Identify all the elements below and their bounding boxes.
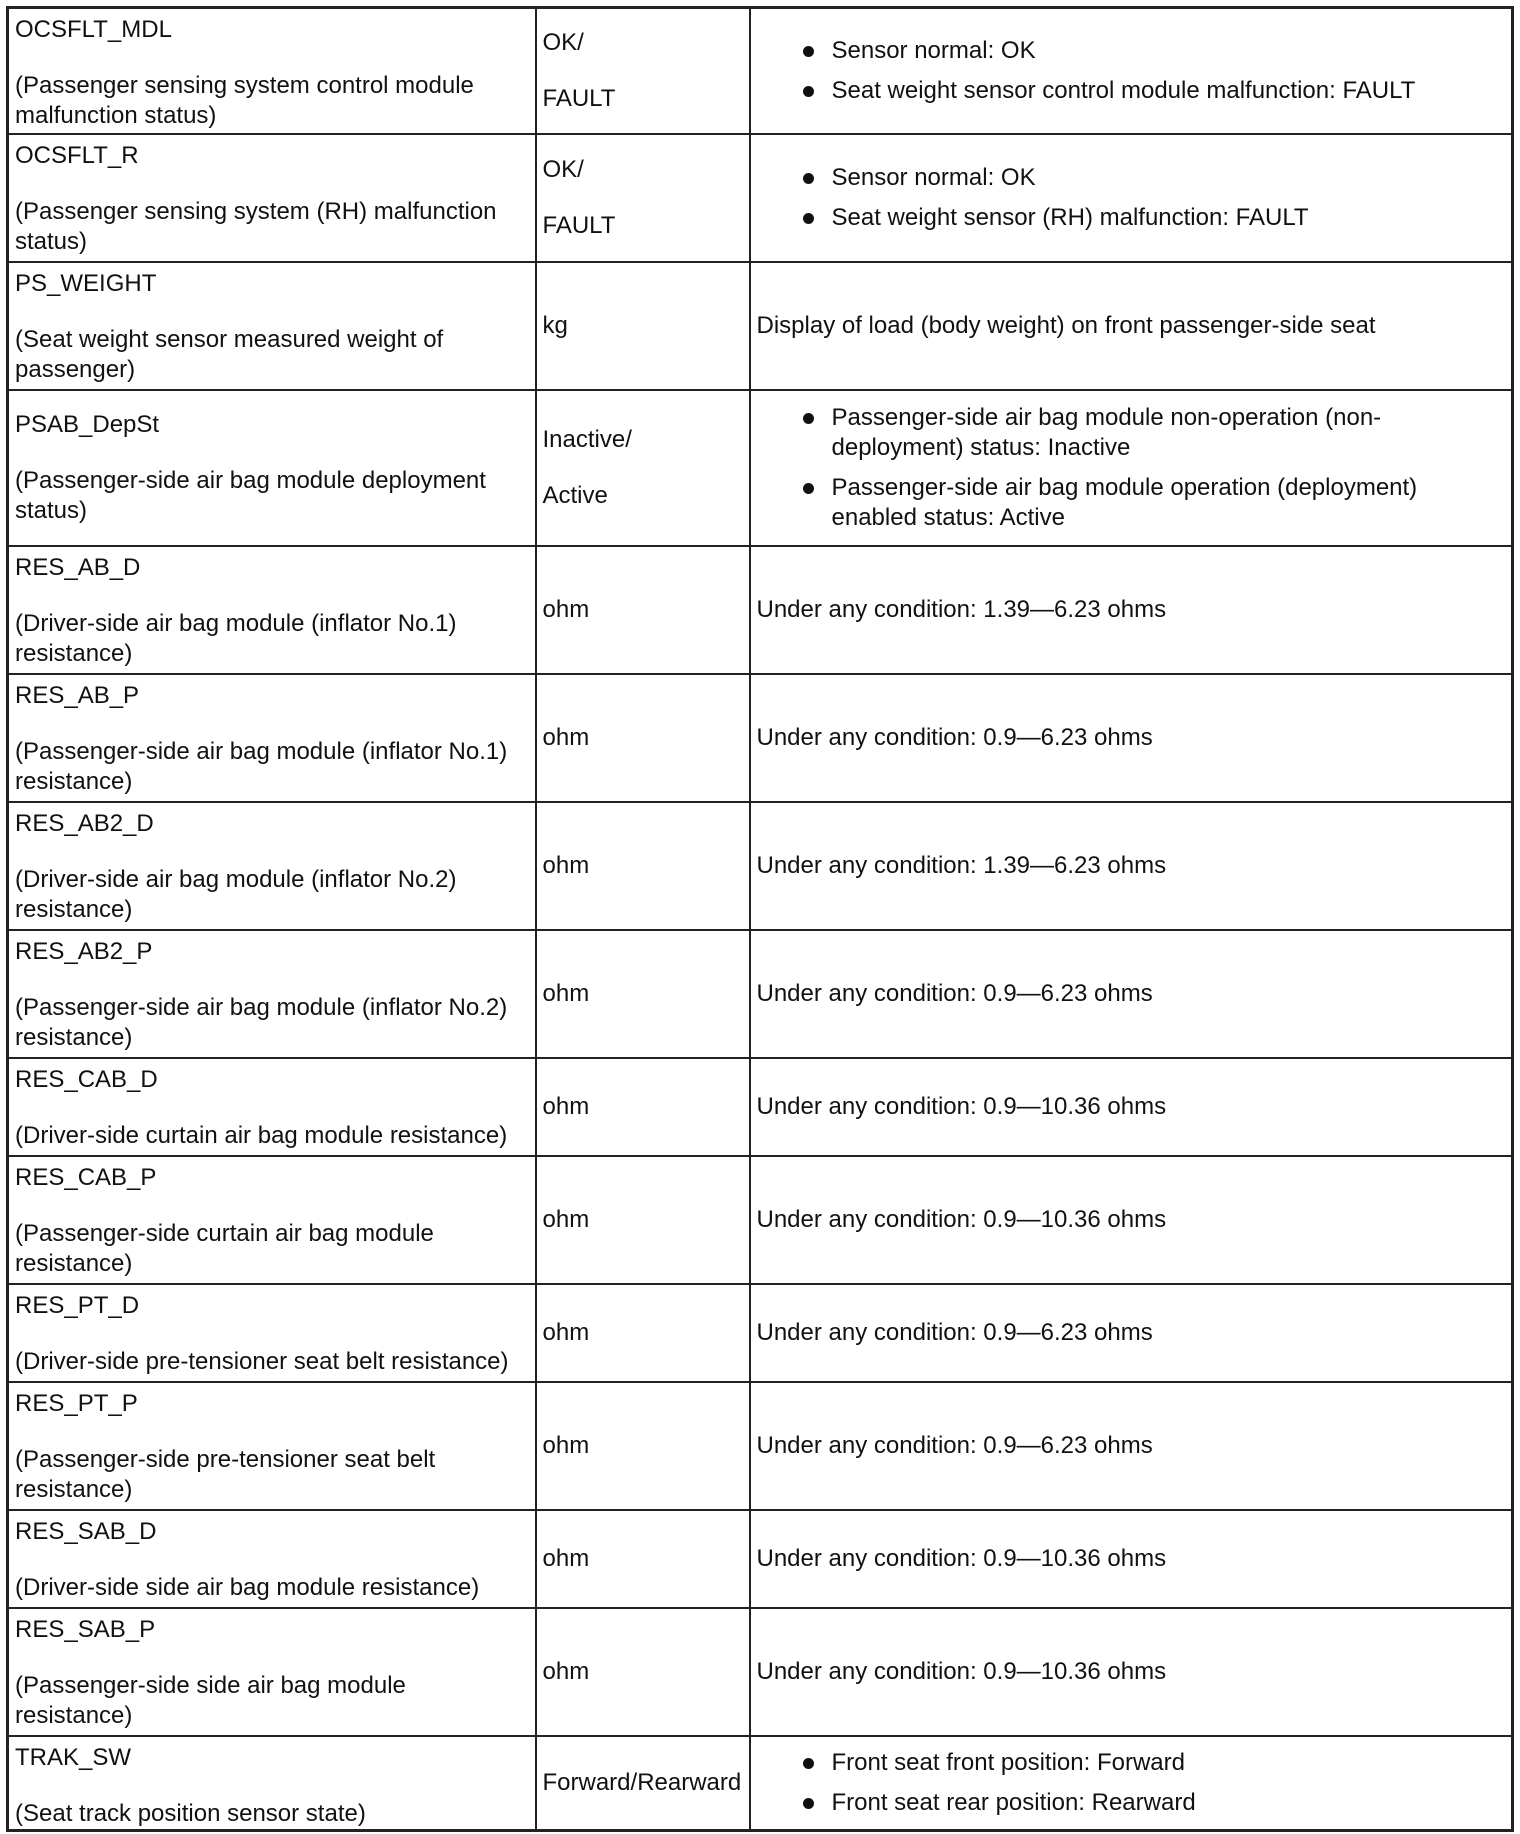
parameter-description: (Driver-side pre-tensioner seat belt resistance) [15, 1347, 509, 1375]
condition-cell: Under any condition: 0.9—6.23 ohms [750, 1284, 1513, 1382]
condition-list [757, 36, 1506, 106]
condition-cell: Under any condition: 0.9—10.36 ohms [750, 1156, 1513, 1284]
condition-item: Seat weight sensor (RH) malfunction: FAULT [757, 203, 1506, 233]
parameter-description: (Driver-side side air bag module resistance) [15, 1573, 480, 1601]
parameter-name: PS_WEIGHT [15, 269, 157, 297]
parameter-cell [8, 546, 536, 674]
unit-cell: ohm [536, 1156, 750, 1284]
unit-cell: ohm [536, 802, 750, 930]
unit-cell: ohm [536, 1608, 750, 1736]
unit-value: Inactive/ [542, 425, 632, 453]
unit-value: OK/ [542, 28, 584, 56]
unit-value: OK/ [542, 155, 584, 183]
parameter-name: OCSFLT_MDL [15, 16, 172, 43]
table-row [8, 390, 1513, 546]
parameter-description: (Passenger-side pre-tensioner seat belt resistance) [15, 1445, 436, 1503]
parameter-cell [8, 134, 536, 262]
parameter-description: (Passenger-side air bag module (inflator No.2) resistance) [15, 993, 508, 1051]
parameter-name: RES_AB2_P [15, 937, 153, 965]
parameter-description: (Seat track position sensor state) [15, 1799, 366, 1827]
parameter-description: (Passenger-side air bag module (inflator No.1) resistance) [15, 737, 508, 795]
condition-cell: Under any condition: 1.39—6.23 ohms [750, 802, 1513, 930]
parameter-table-sheet [6, 6, 1514, 1828]
parameter-cell [8, 1608, 536, 1736]
unit-cell [536, 134, 750, 262]
parameter-description: (Passenger-side curtain air bag module resistance) [15, 1219, 434, 1277]
condition-item: Front seat front position: Forward [757, 1748, 1506, 1778]
condition-cell [750, 134, 1513, 262]
table-row [8, 134, 1513, 262]
condition-item: Passenger-side air bag module non-operation (non-deployment) status: Inactive [757, 403, 1506, 463]
parameter-name: OCSFLT_R [15, 141, 139, 169]
parameter-name: RES_AB_D [15, 553, 141, 581]
unit-cell: kg [536, 262, 750, 390]
unit-cell: ohm [536, 674, 750, 802]
condition-cell [750, 390, 1513, 546]
parameter-name: RES_AB2_D [15, 809, 154, 837]
unit-value: Active [542, 481, 608, 509]
unit-value: FAULT [542, 211, 616, 239]
condition-list [757, 163, 1506, 233]
condition-item: Sensor normal: OK [757, 163, 1506, 193]
parameter-cell [8, 262, 536, 390]
unit-cell [536, 390, 750, 546]
table-row [8, 930, 1513, 1058]
parameter-description: (Driver-side curtain air bag module resistance) [15, 1121, 508, 1149]
parameter-cell [8, 1382, 536, 1510]
parameter-cell [8, 1284, 536, 1382]
parameter-description: (Passenger sensing system (RH) malfunction status) [15, 197, 497, 255]
parameter-name: RES_PT_P [15, 1389, 138, 1417]
condition-cell [750, 1736, 1513, 1831]
table-row [8, 1382, 1513, 1510]
parameter-name: RES_PT_D [15, 1291, 140, 1319]
parameter-cell [8, 1058, 536, 1156]
condition-cell: Under any condition: 1.39—6.23 ohms [750, 546, 1513, 674]
table-row [8, 262, 1513, 390]
condition-item: Sensor normal: OK [757, 36, 1506, 66]
table-row [8, 1284, 1513, 1382]
parameter-cell [8, 930, 536, 1058]
condition-list [757, 403, 1506, 533]
table-row [8, 1058, 1513, 1156]
parameter-cell [8, 390, 536, 546]
table-row [8, 674, 1513, 802]
parameter-cell [8, 1736, 536, 1831]
condition-cell: Under any condition: 0.9—6.23 ohms [750, 1382, 1513, 1510]
condition-item: Front seat rear position: Rearward [757, 1788, 1506, 1818]
table-row [8, 1156, 1513, 1284]
condition-cell: Under any condition: 0.9—10.36 ohms [750, 1608, 1513, 1736]
table-row [8, 1736, 1513, 1831]
unit-cell: ohm [536, 1284, 750, 1382]
parameter-name: RES_CAB_P [15, 1163, 157, 1191]
parameter-name: PSAB_DepSt [15, 410, 160, 438]
unit-cell: Forward/Rearward [536, 1736, 750, 1831]
parameter-name: RES_AB_P [15, 681, 140, 709]
unit-cell: ohm [536, 1382, 750, 1510]
parameter-cell [8, 1510, 536, 1608]
condition-cell [750, 8, 1513, 134]
parameter-cell [8, 674, 536, 802]
condition-cell: Under any condition: 0.9—10.36 ohms [750, 1058, 1513, 1156]
condition-item: Passenger-side air bag module operation (deployment) enabled status: Active [757, 473, 1506, 533]
unit-cell: ohm [536, 1510, 750, 1608]
table-row [8, 802, 1513, 930]
parameter-description: (Passenger-side air bag module deployment status) [15, 466, 486, 524]
unit-cell: ohm [536, 930, 750, 1058]
table-row [8, 546, 1513, 674]
parameter-description: (Passenger sensing system control module malfunction status) [15, 72, 474, 129]
parameter-description: (Driver-side air bag module (inflator No.1) resistance) [15, 609, 457, 667]
table-row [8, 1510, 1513, 1608]
condition-cell: Under any condition: 0.9—10.36 ohms [750, 1510, 1513, 1608]
condition-list [757, 1748, 1506, 1818]
parameter-table [6, 6, 1514, 1832]
parameter-name: RES_SAB_P [15, 1615, 156, 1643]
condition-cell: Display of load (body weight) on front passenger-side seat [750, 262, 1513, 390]
condition-cell: Under any condition: 0.9—6.23 ohms [750, 930, 1513, 1058]
parameter-name: TRAK_SW [15, 1743, 132, 1771]
unit-value: FAULT [542, 84, 616, 112]
unit-cell [536, 8, 750, 134]
unit-cell: ohm [536, 1058, 750, 1156]
parameter-name: RES_SAB_D [15, 1517, 157, 1545]
table-row [8, 8, 1513, 134]
parameter-cell [8, 802, 536, 930]
unit-cell: ohm [536, 546, 750, 674]
parameter-description: (Seat weight sensor measured weight of passenger) [15, 325, 444, 383]
table-row [8, 1608, 1513, 1736]
condition-item: Seat weight sensor control module malfunction: FAULT [757, 76, 1506, 106]
parameter-name: RES_CAB_D [15, 1065, 158, 1093]
parameter-description: (Driver-side air bag module (inflator No.2) resistance) [15, 865, 457, 923]
parameter-description: (Passenger-side side air bag module resistance) [15, 1671, 406, 1729]
parameter-cell [8, 8, 536, 134]
parameter-cell [8, 1156, 536, 1284]
condition-cell: Under any condition: 0.9—6.23 ohms [750, 674, 1513, 802]
